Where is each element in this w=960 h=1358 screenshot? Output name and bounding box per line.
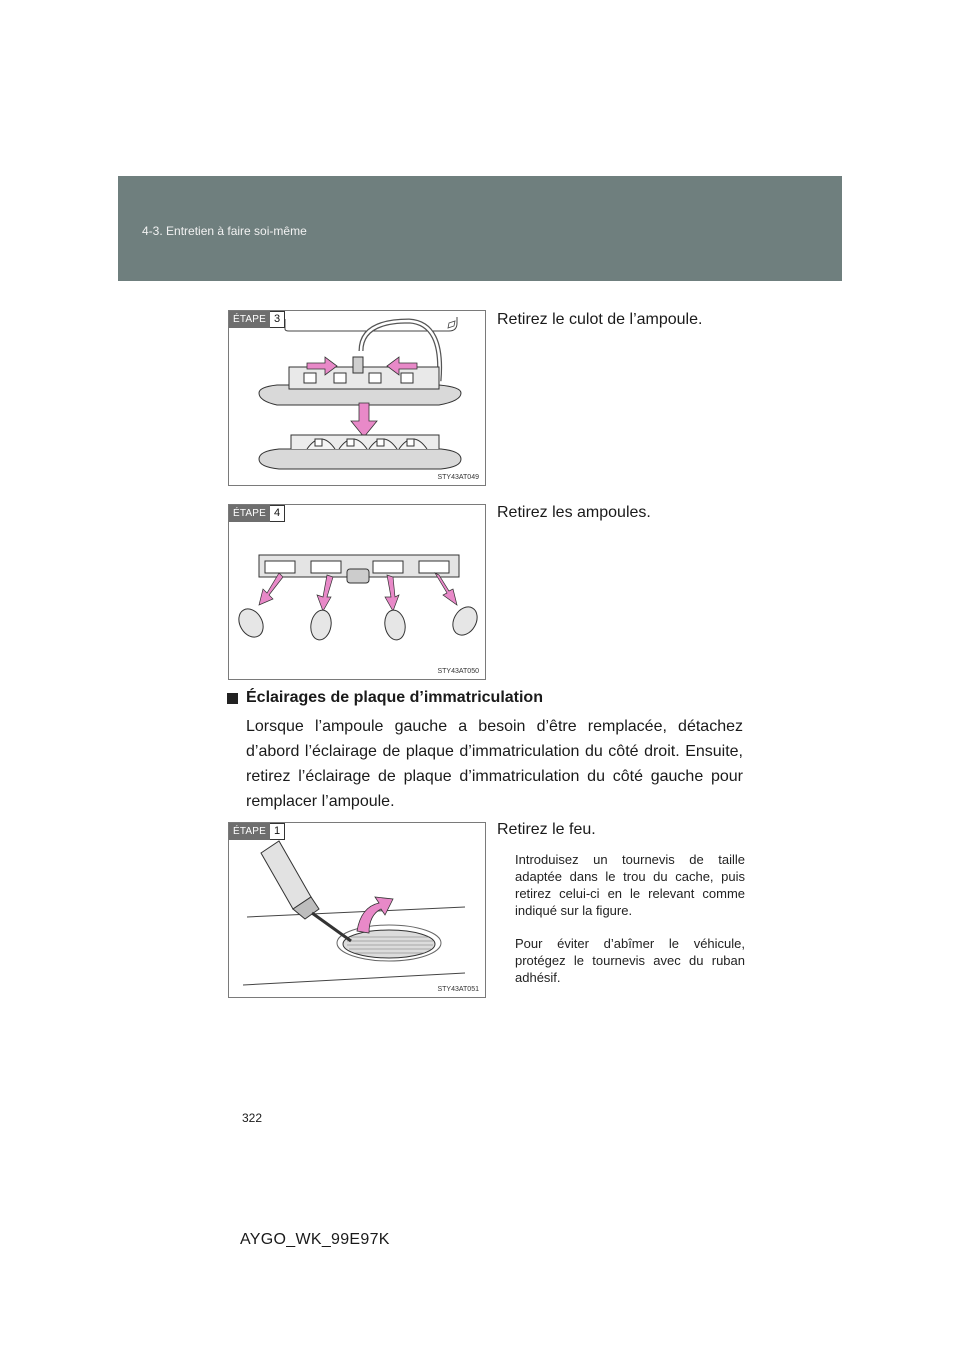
section-paragraph: Lorsque l’ampoule gauche a besoin d’être remplacée, détachez d’abord l’éclairage de plaque d’immatriculation du côté droit. Ensuite, retirez l’éclairage de plaque d’immatriculation du côté gauche pour remplacer l’ampoule. [246, 718, 743, 810]
note-screwdriver: Introduisez un tournevis de taille adaptée dans le trou du cache, puis retirez celui-ci en le relevant comme indiqué sur la figure. [515, 852, 745, 918]
section-heading-text: Éclairages de plaque d’immatriculation [246, 689, 543, 706]
step-label: ÉTAPE [229, 505, 270, 522]
step-number: 1 [270, 823, 285, 840]
figure-code: STY43AT049 [437, 474, 479, 481]
document-code: AYGO_WK_99E97K [240, 1231, 390, 1248]
page-number: 322 [242, 1111, 263, 1125]
step-4-instruction: Retirez les ampoules. [497, 504, 651, 521]
figure-step-1 [228, 822, 486, 998]
bulb-socket-illustration [229, 311, 485, 485]
figure-step-3 [228, 310, 486, 486]
figure-code: STY43AT050 [437, 668, 479, 675]
section-header [118, 176, 842, 281]
step-1-instruction: Retirez le feu. [497, 821, 596, 838]
step-badge [229, 823, 285, 840]
figure-code: STY43AT051 [437, 986, 479, 993]
note-protect-vehicle: Pour éviter d’abîmer le véhicule, protégez le tournevis avec du ruban adhésif. [515, 936, 745, 985]
step-label: ÉTAPE [229, 311, 270, 328]
step-badge [229, 311, 285, 328]
step-badge [229, 505, 285, 522]
step-label: ÉTAPE [229, 823, 270, 840]
section-heading [227, 689, 543, 707]
bulbs-removal-illustration [229, 505, 485, 679]
step-number: 4 [270, 505, 285, 522]
step-number: 3 [270, 311, 285, 328]
screwdriver-illustration [229, 823, 485, 997]
step-3-instruction: Retirez le culot de l’ampoule. [497, 311, 703, 328]
figure-step-4 [228, 504, 486, 680]
bullet-square-icon [227, 693, 238, 704]
section-title-header: 4-3. Entretien à faire soi-même [142, 224, 307, 238]
